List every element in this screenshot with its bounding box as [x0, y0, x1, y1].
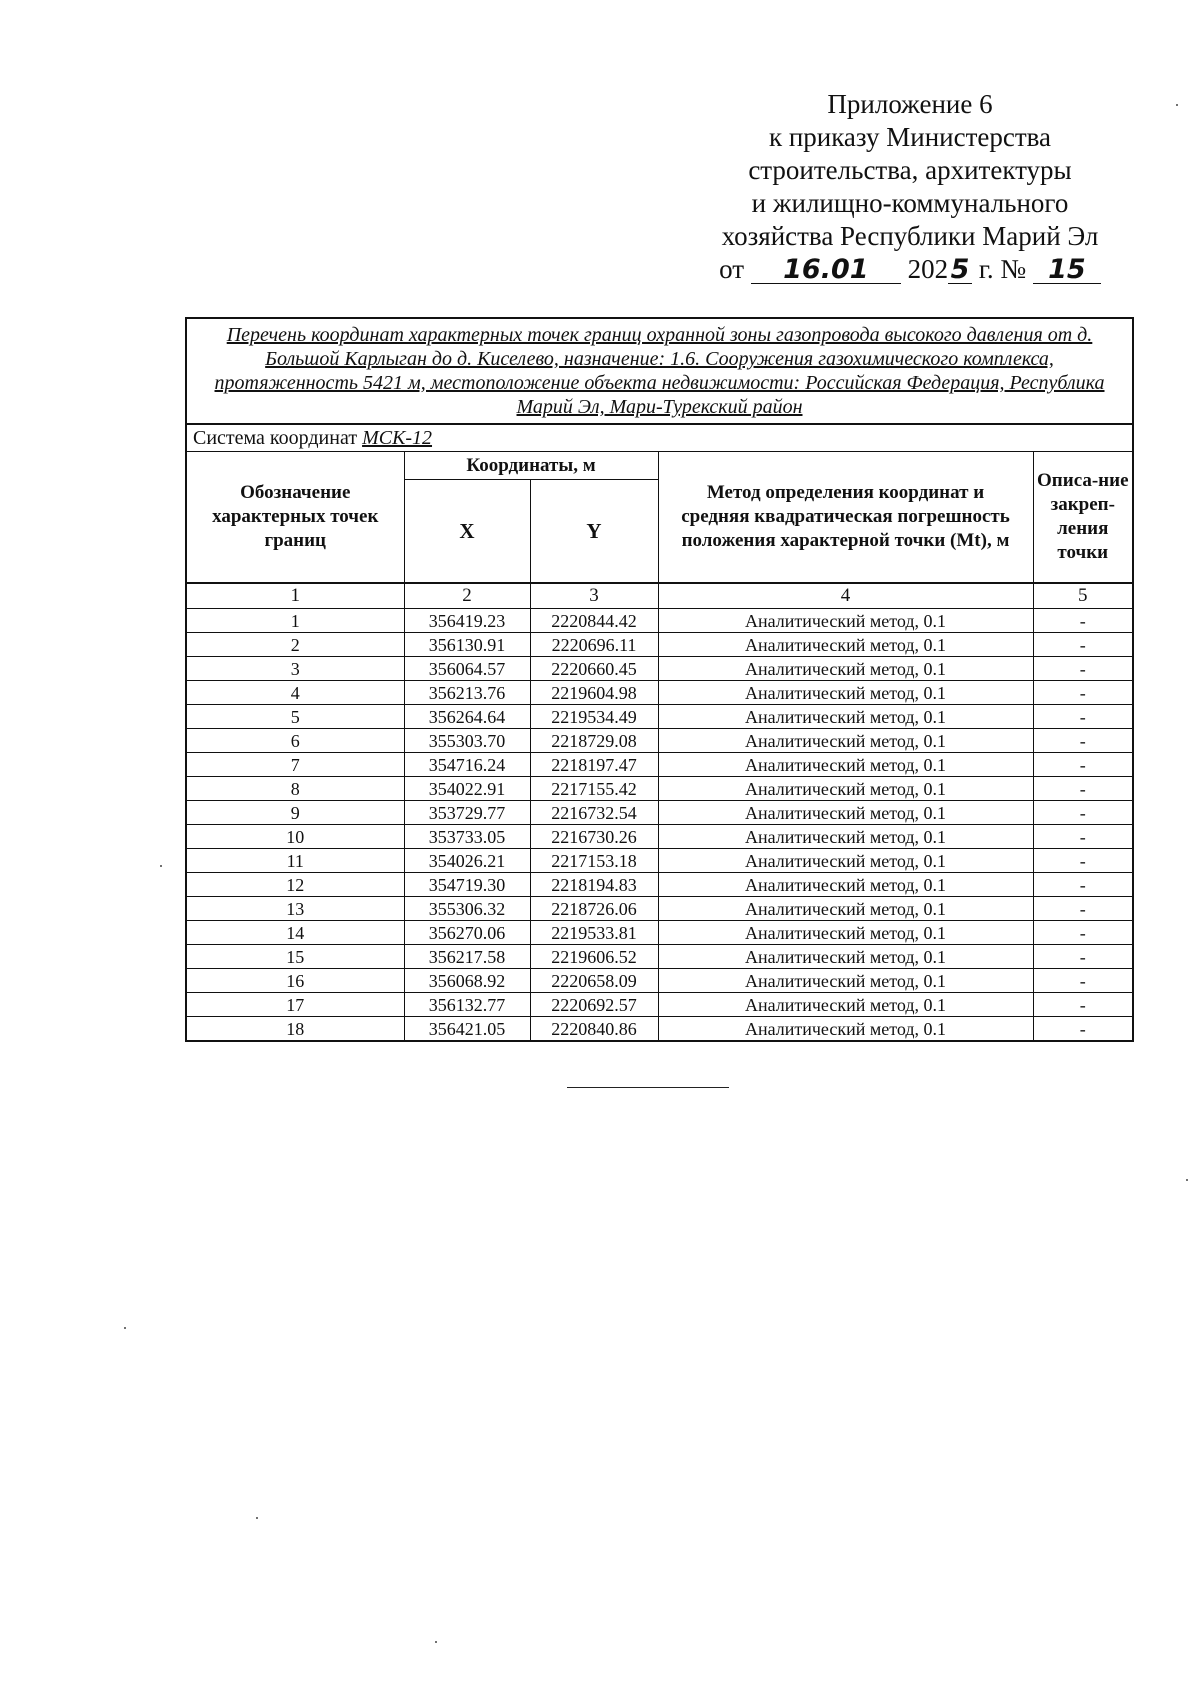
description-cell: - [1033, 945, 1133, 969]
x-cell: 354026.21 [404, 849, 530, 873]
method-cell: Аналитический метод, 0.1 [658, 729, 1033, 753]
method-cell: Аналитический метод, 0.1 [658, 897, 1033, 921]
description-cell: - [1033, 657, 1133, 681]
description-cell: - [1033, 753, 1133, 777]
point-cell: 11 [186, 849, 404, 873]
table-row [186, 945, 1133, 969]
method-cell: Аналитический метод, 0.1 [658, 849, 1033, 873]
x-cell: 355303.70 [404, 729, 530, 753]
year-suffix: г. № [978, 254, 1027, 284]
scan-speck [1186, 1179, 1188, 1181]
method-cell: Аналитический метод, 0.1 [658, 777, 1033, 801]
index-cell: 2 [404, 583, 530, 609]
handwritten-year-digit: 5 [948, 257, 972, 284]
table-row [186, 633, 1133, 657]
table-row [186, 777, 1133, 801]
description-cell: - [1033, 681, 1133, 705]
x-cell: 354716.24 [404, 753, 530, 777]
y-cell: 2220658.09 [530, 969, 658, 993]
x-cell: 353729.77 [404, 801, 530, 825]
method-cell: Аналитический метод, 0.1 [658, 969, 1033, 993]
scan-speck [160, 865, 162, 867]
y-cell: 2219534.49 [530, 705, 658, 729]
column-index-row [186, 583, 1133, 609]
point-cell: 13 [186, 897, 404, 921]
method-cell: Аналитический метод, 0.1 [658, 993, 1033, 1017]
description-cell: - [1033, 921, 1133, 945]
header-row-1 [186, 452, 1133, 480]
header-coordinates: Координаты, м [404, 452, 658, 480]
handwritten-date: 16.01 [751, 257, 901, 284]
table-row [186, 609, 1133, 633]
point-cell: 2 [186, 633, 404, 657]
date-line [690, 253, 1130, 286]
point-cell: 10 [186, 825, 404, 849]
y-cell: 2216730.26 [530, 825, 658, 849]
point-cell: 18 [186, 1017, 404, 1042]
x-cell: 356130.91 [404, 633, 530, 657]
handwritten-order-number: 15 [1033, 257, 1101, 284]
description-cell: - [1033, 1017, 1133, 1042]
point-cell: 16 [186, 969, 404, 993]
x-cell: 356421.05 [404, 1017, 530, 1042]
index-cell: 4 [658, 583, 1033, 609]
method-cell: Аналитический метод, 0.1 [658, 657, 1033, 681]
header-y: Y [530, 480, 658, 583]
year-prefix: 202 [907, 254, 949, 284]
table-row [186, 921, 1133, 945]
y-cell: 2217155.42 [530, 777, 658, 801]
method-cell: Аналитический метод, 0.1 [658, 705, 1033, 729]
header-line-order: к приказу Министерства [768, 122, 1052, 152]
header-line-ministry: строительства, архитектуры [748, 155, 1072, 185]
scan-speck [435, 1641, 437, 1643]
system-label: Система координат [193, 426, 358, 449]
index-cell: 1 [186, 583, 404, 609]
x-cell: 356270.06 [404, 921, 530, 945]
description-cell: - [1033, 777, 1133, 801]
y-cell: 2218197.47 [530, 753, 658, 777]
header-line-appendix: Приложение 6 [827, 89, 993, 119]
header-line-republic: хозяйства Республики Марий Эл [721, 221, 1099, 251]
y-cell: 2219533.81 [530, 921, 658, 945]
x-cell: 356213.76 [404, 681, 530, 705]
table-row [186, 1017, 1133, 1042]
y-cell: 2218726.06 [530, 897, 658, 921]
point-cell: 12 [186, 873, 404, 897]
x-cell: 356132.77 [404, 993, 530, 1017]
table-row [186, 849, 1133, 873]
method-cell: Аналитический метод, 0.1 [658, 825, 1033, 849]
method-cell: Аналитический метод, 0.1 [658, 1017, 1033, 1042]
table-row [186, 657, 1133, 681]
x-cell: 356068.92 [404, 969, 530, 993]
header-method: Метод определения координат и средняя квадратическая погрешность положения характерной точки (Mt), м [658, 452, 1033, 584]
point-cell: 4 [186, 681, 404, 705]
y-cell: 2220840.86 [530, 1017, 658, 1042]
x-cell: 356064.57 [404, 657, 530, 681]
point-cell: 7 [186, 753, 404, 777]
y-cell: 2216732.54 [530, 801, 658, 825]
y-cell: 2219606.52 [530, 945, 658, 969]
x-cell: 356419.23 [404, 609, 530, 633]
method-cell: Аналитический метод, 0.1 [658, 801, 1033, 825]
y-cell: 2217153.18 [530, 849, 658, 873]
coordinates-table [185, 317, 1134, 1042]
point-cell: 3 [186, 657, 404, 681]
x-cell: 354022.91 [404, 777, 530, 801]
header-description: Описа-ние закреп-ления точки [1033, 452, 1133, 584]
table-row [186, 873, 1133, 897]
point-cell: 6 [186, 729, 404, 753]
y-cell: 2220696.11 [530, 633, 658, 657]
description-cell: - [1033, 633, 1133, 657]
system-name: МСК-12 [362, 426, 433, 449]
table-row [186, 825, 1133, 849]
method-cell: Аналитический метод, 0.1 [658, 753, 1033, 777]
x-cell: 354719.30 [404, 873, 530, 897]
x-cell: 356264.64 [404, 705, 530, 729]
table-row [186, 993, 1133, 1017]
description-cell: - [1033, 897, 1133, 921]
description-cell: - [1033, 969, 1133, 993]
point-cell: 5 [186, 705, 404, 729]
scan-speck [124, 1327, 126, 1329]
method-cell: Аналитический метод, 0.1 [658, 873, 1033, 897]
point-cell: 15 [186, 945, 404, 969]
x-cell: 353733.05 [404, 825, 530, 849]
table-caption: Перечень координат характерных точек границ охранной зоны газопровода высокого давления от д. Большой Карлыган до д. Киселево, назначение: 1.6. Сооружения газохимического комплекса, протяженность 5421 м, местоположение объекта недвижимости: Российская Федерация, Республика Марий Эл, Мари-Турекский район [186, 318, 1133, 424]
table-row [186, 753, 1133, 777]
header-line-housing: и жилищно-коммунального [751, 188, 1069, 218]
method-cell: Аналитический метод, 0.1 [658, 681, 1033, 705]
description-cell: - [1033, 873, 1133, 897]
x-cell: 355306.32 [404, 897, 530, 921]
description-cell: - [1033, 825, 1133, 849]
header-point: Обозначение характерных точек границ [186, 452, 404, 584]
scan-speck [256, 1517, 258, 1519]
description-cell: - [1033, 993, 1133, 1017]
point-cell: 17 [186, 993, 404, 1017]
y-cell: 2219604.98 [530, 681, 658, 705]
end-rule [567, 1087, 729, 1088]
y-cell: 2220692.57 [530, 993, 658, 1017]
point-cell: 1 [186, 609, 404, 633]
table-row [186, 681, 1133, 705]
coordinate-system [186, 424, 1133, 452]
table-row [186, 705, 1133, 729]
x-cell: 356217.58 [404, 945, 530, 969]
y-cell: 2218729.08 [530, 729, 658, 753]
description-cell: - [1033, 729, 1133, 753]
index-cell: 5 [1033, 583, 1133, 609]
description-cell: - [1033, 849, 1133, 873]
method-cell: Аналитический метод, 0.1 [658, 633, 1033, 657]
scan-speck [1176, 104, 1178, 106]
index-cell: 3 [530, 583, 658, 609]
date-prefix: от [719, 254, 745, 284]
table-row [186, 969, 1133, 993]
y-cell: 2220844.42 [530, 609, 658, 633]
caption-row [186, 318, 1133, 424]
table-row [186, 897, 1133, 921]
table-row [186, 801, 1133, 825]
y-cell: 2218194.83 [530, 873, 658, 897]
table-row [186, 729, 1133, 753]
method-cell: Аналитический метод, 0.1 [658, 609, 1033, 633]
description-cell: - [1033, 801, 1133, 825]
system-row [186, 424, 1133, 452]
method-cell: Аналитический метод, 0.1 [658, 945, 1033, 969]
point-cell: 9 [186, 801, 404, 825]
point-cell: 14 [186, 921, 404, 945]
description-cell: - [1033, 609, 1133, 633]
point-cell: 8 [186, 777, 404, 801]
method-cell: Аналитический метод, 0.1 [658, 921, 1033, 945]
description-cell: - [1033, 705, 1133, 729]
document-header [690, 88, 1130, 286]
y-cell: 2220660.45 [530, 657, 658, 681]
header-x: X [404, 480, 530, 583]
